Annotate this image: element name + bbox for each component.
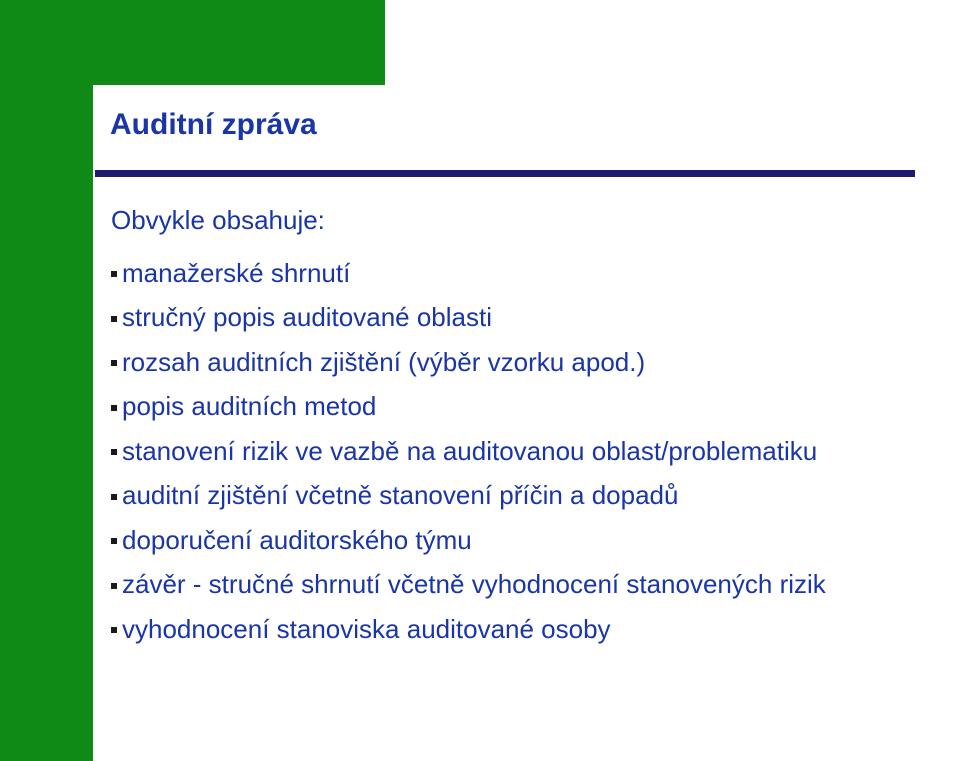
- title-divider: [95, 170, 915, 177]
- bullet-text: vyhodnocení stanoviska auditované osoby: [122, 613, 611, 644]
- bullet-text: rozsah auditních zjištění (výběr vzorku apod.): [122, 346, 646, 377]
- square-bullet-icon: [111, 627, 117, 633]
- bullet-text: manažerské shrnutí: [122, 257, 351, 288]
- square-bullet-icon: [111, 271, 117, 277]
- bullet-list: [111, 251, 826, 652]
- square-bullet-icon: [111, 583, 117, 589]
- bullet-item: [111, 296, 826, 341]
- slide-title: Auditní zpráva: [110, 108, 317, 141]
- bullet-text: auditní zjištění včetně stanovení příčin a dopadů: [122, 480, 679, 511]
- bullet-item: [111, 518, 826, 563]
- bullet-item: [111, 607, 826, 652]
- square-bullet-icon: [111, 494, 117, 500]
- square-bullet-icon: [111, 449, 117, 455]
- bullet-text: závěr - stručné shrnutí včetně vyhodnocení stanovených rizik: [122, 569, 826, 600]
- rounded-content-corner: [93, 85, 213, 205]
- bullet-item: [111, 429, 826, 474]
- bullet-text: stručný popis auditované oblasti: [122, 302, 493, 333]
- bullet-text: popis auditních metod: [122, 391, 377, 422]
- square-bullet-icon: [111, 538, 117, 544]
- bullet-item: [111, 385, 826, 430]
- green-top-band: [0, 0, 385, 85]
- green-sidebar-band: [0, 0, 93, 761]
- bullet-text: stanovení rizik ve vazbě na auditovanou oblast/problematiku: [122, 435, 818, 466]
- square-bullet-icon: [111, 360, 117, 366]
- bullet-item: [111, 474, 826, 519]
- bullet-item: [111, 340, 826, 385]
- bullet-item: [111, 251, 826, 296]
- bullet-item: [111, 563, 826, 608]
- bullet-text: doporučení auditorského týmu: [122, 524, 472, 555]
- intro-text: Obvykle obsahuje:: [111, 205, 325, 235]
- square-bullet-icon: [111, 316, 117, 322]
- square-bullet-icon: [111, 405, 117, 411]
